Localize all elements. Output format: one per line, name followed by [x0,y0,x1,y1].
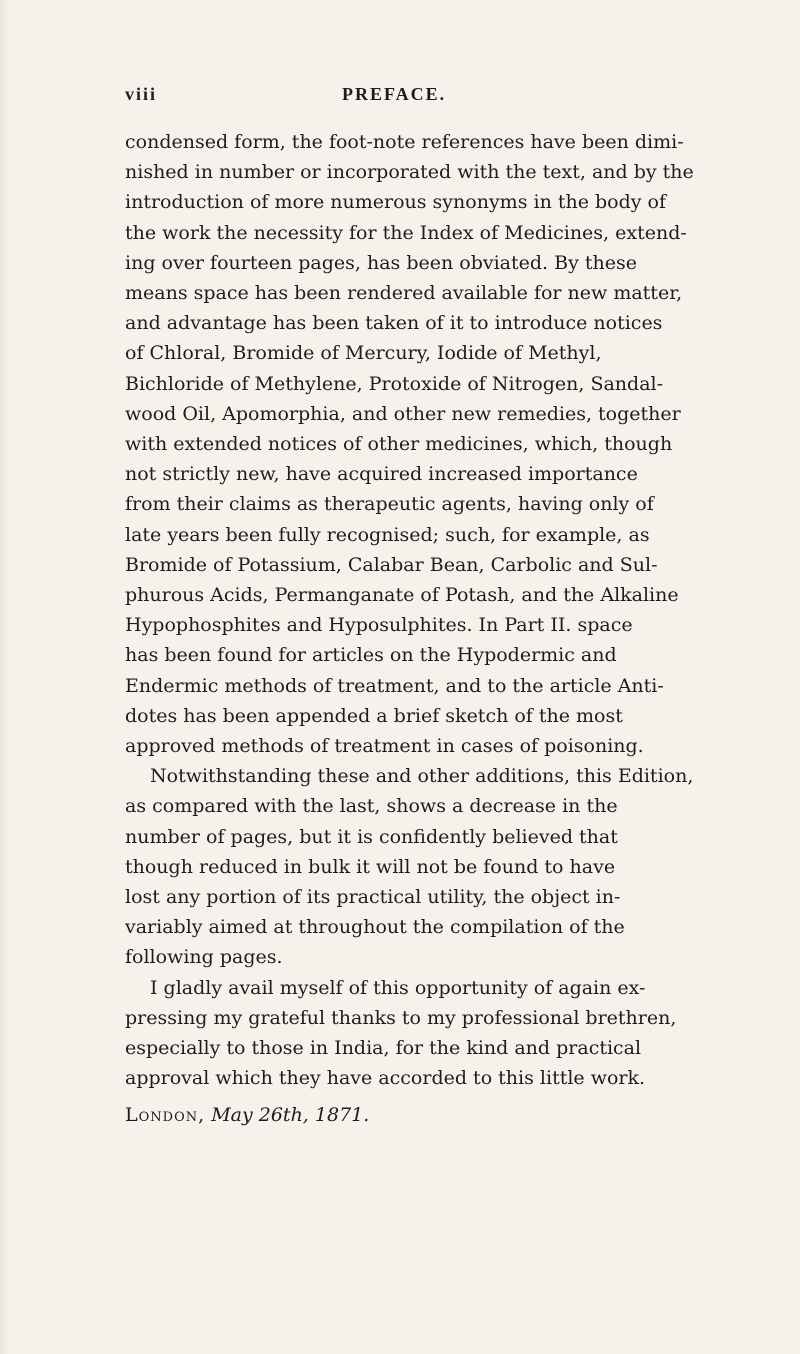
signature-line [125,1100,740,1130]
running-title: PREFACE. [342,84,447,104]
signature-date: May 26th, 1871. [211,1103,370,1126]
body-line-6: means space has been rendered available for new matter, [125,282,683,305]
body-line-23: as compared with the last, shows a decrease in the [125,795,618,818]
page-edge-shadow [0,0,10,1354]
body-line-24: number of pages, but it is confidently believed that [125,825,618,848]
body-line-10: wood Oil, Apomorphia, and other new remedies, together [125,402,681,425]
body-line-27: variably aimed at throughout the compilation of the [125,916,625,939]
body-line-13: from their claims as therapeutic agents, having only of [125,493,654,516]
body-line-4: the work the necessity for the Index of Medicines, extend- [125,221,687,244]
body-line-29: I gladly avail myself of this opportunity of again ex- [150,976,646,999]
body-line-19: Endermic methods of treatment, and to the article Anti- [125,674,664,697]
body-line-22: Notwithstanding these and other additions, this Edition, [150,765,694,788]
body-line-28: following pages. [125,946,283,969]
body-line-25: though reduced in bulk it will not be found to have [125,855,616,878]
body-line-2: nished in number or incorporated with the text, and by the [125,161,694,184]
body-line-1: condensed form, the foot-note references have been dimi- [125,131,684,153]
body-line-18: has been found for articles on the Hypodermic and [125,644,617,667]
body-line-7: and advantage has been taken of it to introduce notices [125,312,663,335]
page-number: viii [125,84,158,104]
body-line-30: pressing my grateful thanks to my professional brethren, [125,1006,677,1029]
body-line-8: of Chloral, Bromide of Mercury, Iodide of Methyl, [125,342,602,365]
preface-body [125,127,740,1130]
body-line-16: phurous Acids, Permanganate of Potash, and the Alkaline [125,584,679,607]
body-line-14: late years been fully recognised; such, for example, as [125,523,650,546]
body-line-12: not strictly new, have acquired increased importance [125,463,638,486]
signature-place: London, [125,1103,206,1126]
body-line-26: lost any portion of its practical utility, the object in- [125,886,621,909]
body-line-11: with extended notices of other medicines, which, though [125,433,673,456]
body-line-17: Hypophosphites and Hyposulphites. In Part II. space [125,614,633,637]
running-header [125,84,615,114]
body-line-20: dotes has been appended a brief sketch of the most [125,704,623,727]
body-line-21: approved methods of treatment in cases of poisoning. [125,735,644,758]
body-line-15: Bromide of Potassium, Calabar Bean, Carbolic and Sul- [125,553,658,576]
body-line-5: ing over fourteen pages, has been obviated. By these [125,251,637,274]
body-line-31: especially to those in India, for the kind and practical [125,1037,642,1060]
body-line-3: introduction of more numerous synonyms in the body of [125,191,667,214]
body-line-32: approval which they have accorded to this little work. [125,1067,646,1090]
body-line-9: Bichloride of Methylene, Protoxide of Nitrogen, Sandal- [125,372,664,395]
